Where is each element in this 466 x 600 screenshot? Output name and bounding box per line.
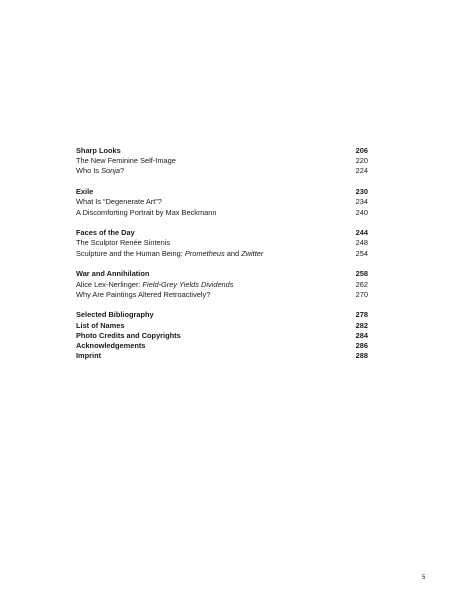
entry-title: Alice Lex-Nerlinger: Field-Grey Yields Dividends — [76, 279, 234, 289]
toc-heading-entry — [76, 269, 368, 279]
page-number: 244 — [355, 228, 368, 238]
page-number: 258 — [355, 269, 368, 279]
toc-entry — [76, 280, 368, 290]
italic-title-fragment: Zwitter — [241, 248, 264, 258]
entry-title: Selected Bibliography — [76, 310, 154, 320]
toc-heading-entry — [76, 341, 368, 351]
page-number: 224 — [355, 166, 368, 176]
page-number: 254 — [355, 248, 368, 258]
toc-entry — [76, 166, 368, 176]
toc-entry — [76, 208, 368, 218]
page-number: 220 — [355, 156, 368, 166]
entry-title: Imprint — [76, 351, 102, 361]
toc-heading-entry — [76, 351, 368, 361]
page-number: 262 — [355, 279, 368, 289]
toc-section — [76, 228, 368, 259]
page-number: 288 — [355, 351, 368, 361]
entry-title: Why Are Paintings Altered Retroactively? — [76, 289, 211, 299]
page-number: 234 — [355, 197, 368, 207]
entry-title: War and Annihilation — [76, 269, 150, 279]
entry-title: Sculpture and the Human Being: Prometheus and Zwitter — [76, 248, 264, 258]
entry-title: Acknowledgements — [76, 341, 146, 351]
toc-heading-entry — [76, 187, 368, 197]
toc-entry — [76, 238, 368, 248]
entry-title: Sharp Looks — [76, 146, 121, 155]
page-folio: 5 — [422, 575, 426, 581]
toc-section — [76, 310, 368, 361]
page-number: 240 — [355, 207, 368, 217]
toc-section — [76, 187, 368, 218]
italic-title-fragment: Prometheus — [184, 248, 225, 258]
toc-section — [76, 146, 368, 177]
toc-entry — [76, 290, 368, 300]
toc-heading-entry — [76, 331, 368, 341]
entry-title: Who Is Sonja? — [76, 166, 125, 176]
page-number: 270 — [355, 289, 368, 299]
entry-title: Exile — [76, 187, 94, 197]
entry-title: What Is “Degenerate Art”? — [76, 197, 162, 207]
toc-heading-entry — [76, 310, 368, 320]
page-number: 282 — [355, 320, 368, 330]
toc-entry — [76, 249, 368, 259]
page-number: 248 — [355, 238, 368, 248]
page-number: 278 — [355, 310, 368, 320]
page-number: 286 — [355, 341, 368, 351]
entry-title: The Sculptor Renée Sintenis — [76, 238, 171, 248]
toc-entry — [76, 197, 368, 207]
toc-heading-entry — [76, 146, 368, 156]
italic-title-fragment: Sonja — [101, 166, 120, 176]
toc-section — [76, 269, 368, 300]
toc-entry — [76, 156, 368, 166]
page-number: 206 — [355, 146, 368, 155]
page-number: 230 — [355, 187, 368, 197]
entry-title: Faces of the Day — [76, 228, 135, 238]
table-of-contents — [76, 146, 368, 372]
entry-title: Photo Credits and Copyrights — [76, 330, 181, 340]
entry-title: List of Names — [76, 320, 125, 330]
entry-title: A Discomforting Portrait by Max Beckmann — [76, 207, 217, 217]
toc-heading-entry — [76, 228, 368, 238]
toc-heading-entry — [76, 321, 368, 331]
entry-title: The New Feminine Self-Image — [76, 156, 176, 166]
page-number: 284 — [355, 330, 368, 340]
italic-title-fragment: Field-Grey Yields Dividends — [142, 279, 234, 289]
